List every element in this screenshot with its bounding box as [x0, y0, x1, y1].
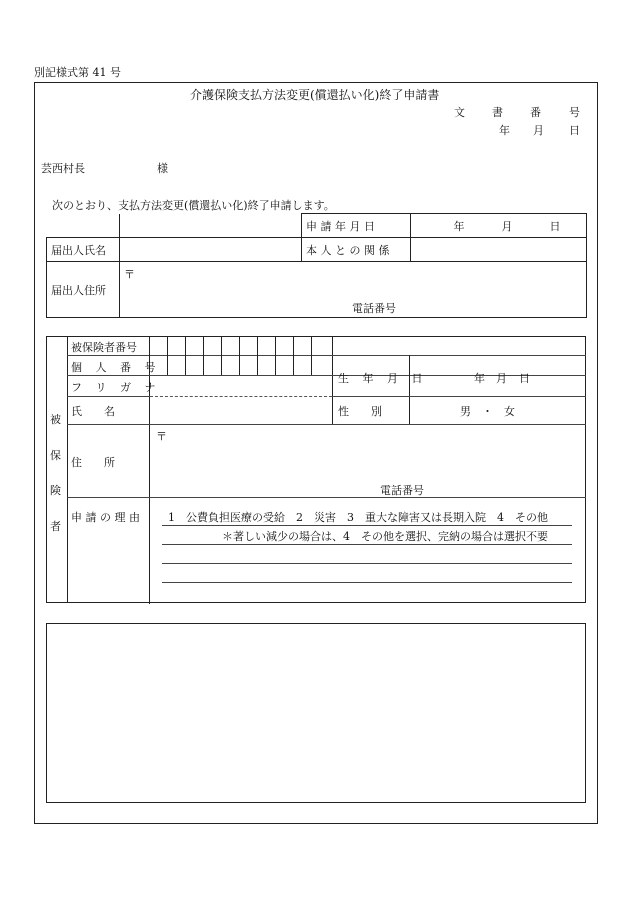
dob-label: 生 年 月 日 [338, 372, 428, 385]
date-month: 月 [533, 124, 544, 137]
doc-number-char: 書 [492, 106, 503, 119]
sex-options[interactable]: 男 ・ 女 [460, 405, 515, 418]
relation-label: 本 人 と の 関 係 [302, 238, 411, 262]
insured-number-label: 被保険者番号 [71, 341, 137, 354]
insured-postal-mark: 〒 [156, 430, 167, 443]
application-date-label: 申 請 年 月 日 [302, 214, 411, 238]
sex-label: 性 別 [338, 405, 382, 418]
dob-month: 月 [496, 372, 507, 385]
applicant-table [46, 213, 587, 318]
postal-mark: 〒 [124, 268, 135, 281]
doc-number-char: 文 [454, 106, 465, 119]
insured-name-field[interactable] [150, 397, 331, 423]
office-use-box[interactable] [46, 623, 586, 803]
reason-label: 申 請 の 理 由 [71, 511, 140, 524]
application-date-field[interactable] [411, 214, 587, 238]
relation-field[interactable] [411, 238, 587, 262]
doc-number-char: 番 [530, 106, 541, 119]
date-day: 日 [569, 124, 580, 137]
form-id: 別記様式第 41 号 [34, 66, 121, 79]
insured-address-label: 住 所 [71, 456, 115, 469]
form-title: 介護保険支払方法変更(償還払い化)終了申請書 [190, 88, 440, 102]
insured-address-field[interactable] [150, 425, 585, 497]
applicant-name-label: 届出人氏名 [47, 238, 120, 262]
applicant-phone-label: 電話番号 [352, 302, 396, 315]
application-date-day: 日 [549, 219, 561, 233]
furigana-field[interactable] [150, 376, 331, 396]
insured-phone-label: 電話番号 [380, 484, 424, 497]
dob-year: 年 [474, 372, 485, 385]
applicant-name-field[interactable] [120, 238, 302, 262]
applicant-address-label: 届出人住所 [47, 262, 120, 318]
reason-detail-field[interactable] [162, 546, 572, 582]
addressee-name: 芸西村長 [41, 162, 85, 175]
personal-number-label: 個 人 番 号 [71, 361, 161, 374]
date-year: 年 [499, 124, 510, 137]
reason-note: ＊著しい減少の場合は、4 その他を選択、完納の場合は選択不要 [222, 530, 548, 543]
application-date-year: 年 [453, 219, 465, 233]
doc-number-char: 号 [569, 106, 580, 119]
reason-options[interactable]: 1 公費負担医療の受給 2 災害 3 重大な障害又は長期入院 4 その他 [168, 511, 548, 524]
addressee-honorific: 様 [157, 162, 168, 175]
applicant-address-field[interactable] [120, 262, 587, 318]
intro-text: 次のとおり、支払方法変更(償還払い化)終了申請します。 [52, 199, 335, 212]
application-date-month: 月 [501, 219, 513, 233]
furigana-label: フ リ ガ ナ [71, 381, 161, 394]
insured-name-label: 氏 名 [71, 405, 115, 418]
dob-day: 日 [519, 372, 530, 385]
